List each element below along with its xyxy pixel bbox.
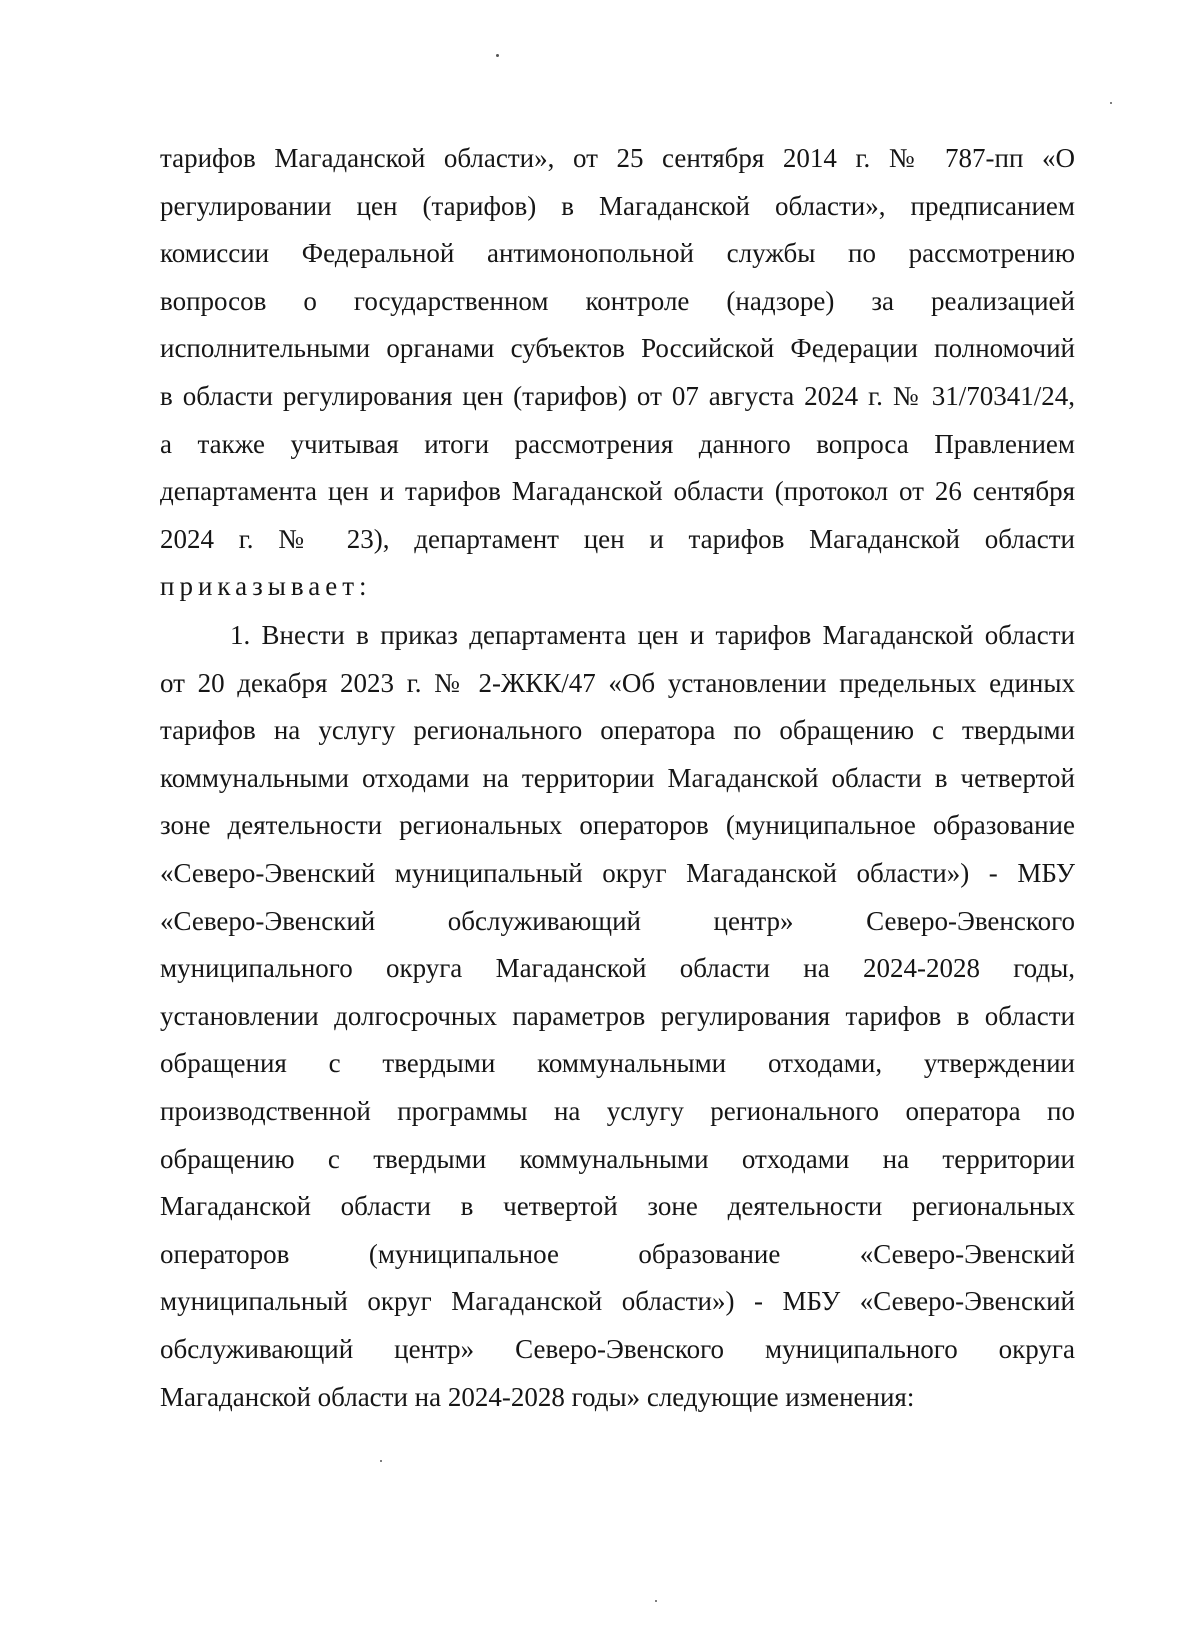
text-line: обслуживающий центр» Северо-Эвенского муниципального округа bbox=[160, 1333, 1075, 1364]
text-line: 1. Внести в приказ департамента цен и тарифов Магаданской области bbox=[230, 620, 1075, 650]
point-1-paragraph bbox=[160, 612, 1075, 1421]
text-line: департамента цен и тарифов Магаданской области (протокол от 26 сентября bbox=[160, 476, 1075, 507]
text-line: комиссии Федеральной антимонопольной службы по рассмотрению bbox=[160, 238, 1075, 269]
text-line: операторов (муниципальное образование «Северо-Эвенский bbox=[160, 1238, 1075, 1269]
text-line: тарифов на услугу регионального оператора по обращению с твердыми bbox=[160, 715, 1075, 746]
text-line: обращению с твердыми коммунальными отходами на территории bbox=[160, 1143, 1075, 1174]
text-line: установлении долгосрочных параметров регулирования тарифов в области bbox=[160, 1000, 1075, 1031]
text-line: коммунальными отходами на территории Магаданской области в четвертой bbox=[160, 762, 1075, 793]
orders-word: приказывает: bbox=[160, 571, 372, 602]
scan-speck bbox=[380, 1460, 382, 1462]
text-line: тарифов Магаданской области», от 25 сентября 2014 г. № 787-пп «О bbox=[160, 143, 1075, 173]
scan-speck bbox=[496, 54, 499, 57]
text-line: муниципальный округ Магаданской области») - МБУ «Северо-Эвенский bbox=[160, 1286, 1075, 1317]
text-line: исполнительными органами субъектов Российской Федерации полномочий bbox=[160, 333, 1075, 364]
text-line: обращения с твердыми коммунальными отходами, утверждении bbox=[160, 1048, 1075, 1079]
scan-speck bbox=[655, 1600, 657, 1602]
text-line: «Северо-Эвенский муниципальный округ Магаданской области») - МБУ bbox=[160, 857, 1075, 888]
text-line: регулировании цен (тарифов) в Магаданской области», предписанием bbox=[160, 190, 1075, 221]
text-line: от 20 декабря 2023 г. № 2-ЖКК/47 «Об установлении предельных единых bbox=[160, 667, 1075, 698]
text-line: Магаданской области в четвертой зоне деятельности региональных bbox=[160, 1191, 1075, 1222]
intro-paragraph bbox=[160, 135, 1075, 611]
text-line: 2024 г. № 23), департамент цен и тарифов Магаданской области bbox=[160, 523, 1075, 554]
scan-speck bbox=[1110, 102, 1112, 104]
text-line: производственной программы на услугу регионального оператора по bbox=[160, 1095, 1075, 1126]
text-line: муниципального округа Магаданской области на 2024-2028 годы, bbox=[160, 953, 1075, 984]
text-line: Магаданской области на 2024-2028 годы» следующие изменения: bbox=[160, 1381, 915, 1412]
text-line: а также учитывая итоги рассмотрения данного вопроса Правлением bbox=[160, 428, 1075, 459]
text-line: зоне деятельности региональных операторов (муниципальное образование bbox=[160, 810, 1075, 841]
text-line: «Северо-Эвенский обслуживающий центр» Северо-Эвенского bbox=[160, 905, 1075, 936]
text-line: вопросов о государственном контроле (надзоре) за реализацией bbox=[160, 285, 1075, 316]
text-line: в области регулирования цен (тарифов) от 07 августа 2024 г. № 31/70341/24, bbox=[160, 380, 1075, 411]
